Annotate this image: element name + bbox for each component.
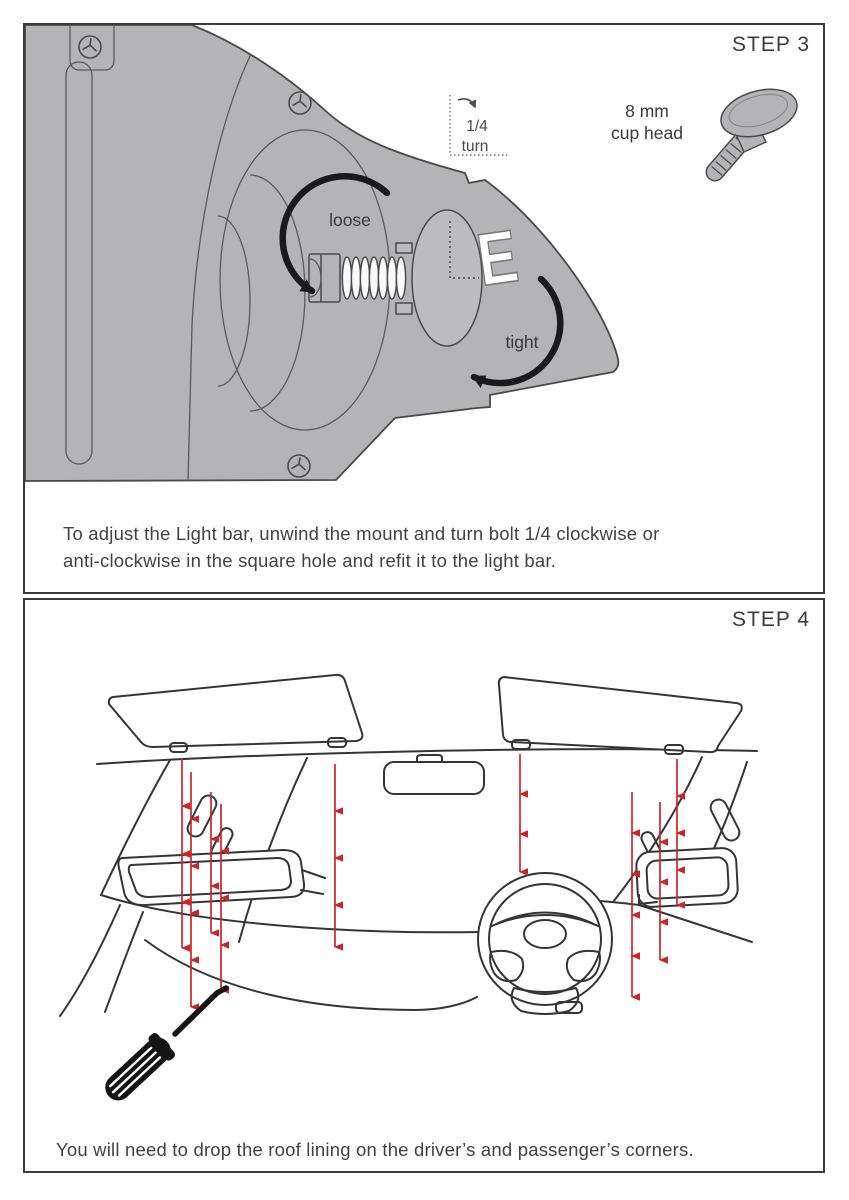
- quarter-turn-annotation: [450, 95, 507, 155]
- quarter-turn-arrow-icon: [458, 99, 475, 107]
- rearview-mirror-mount: [384, 762, 484, 794]
- cup-head-bolt-illustration: [712, 81, 803, 175]
- step4-caption: You will need to drop the roof lining on the driver’s and passenger’s corners.: [56, 1138, 694, 1160]
- car-interior-linework: [60, 675, 757, 1016]
- dashboard-front: [145, 940, 477, 1010]
- step3-panel: [23, 23, 825, 594]
- door-line-left-1: [60, 905, 120, 1016]
- grab-handle-left: [185, 793, 219, 839]
- bolt-spec-line1: 8 mm: [625, 101, 669, 121]
- step3-caption-line1: To adjust the Light bar, unwind the mount and turn bolt 1/4 clockwise or: [63, 523, 660, 544]
- door-line-right: [600, 901, 752, 942]
- screwdriver: [98, 988, 226, 1108]
- bolt-spec-line2: cup head: [610, 123, 684, 143]
- step4-label: STEP 4: [732, 608, 810, 631]
- step3-caption: [63, 521, 659, 574]
- step4-illustration: [25, 600, 823, 1171]
- step4-panel: [23, 598, 825, 1173]
- side-mirror-right: [636, 847, 739, 907]
- tight-label: tight: [505, 332, 539, 352]
- quarter-turn-unit: turn: [461, 138, 489, 155]
- loose-label: loose: [329, 210, 371, 230]
- quarter-turn-value: 1/4: [466, 118, 488, 135]
- step3-caption-line2: anti-clockwise in the square hole and refit it to the light bar.: [63, 549, 557, 571]
- sun-visor-left: [109, 675, 363, 747]
- step3-illustration: [25, 25, 823, 592]
- bolt-head: [412, 210, 482, 346]
- mirror-mount-tab: [417, 755, 442, 762]
- steering-wheel: [478, 873, 612, 1014]
- step3-label: STEP 3: [732, 33, 810, 56]
- light-bar-mount-body: [25, 25, 618, 481]
- sun-visor-right: [499, 677, 742, 752]
- embossed-letter: E: [472, 214, 523, 303]
